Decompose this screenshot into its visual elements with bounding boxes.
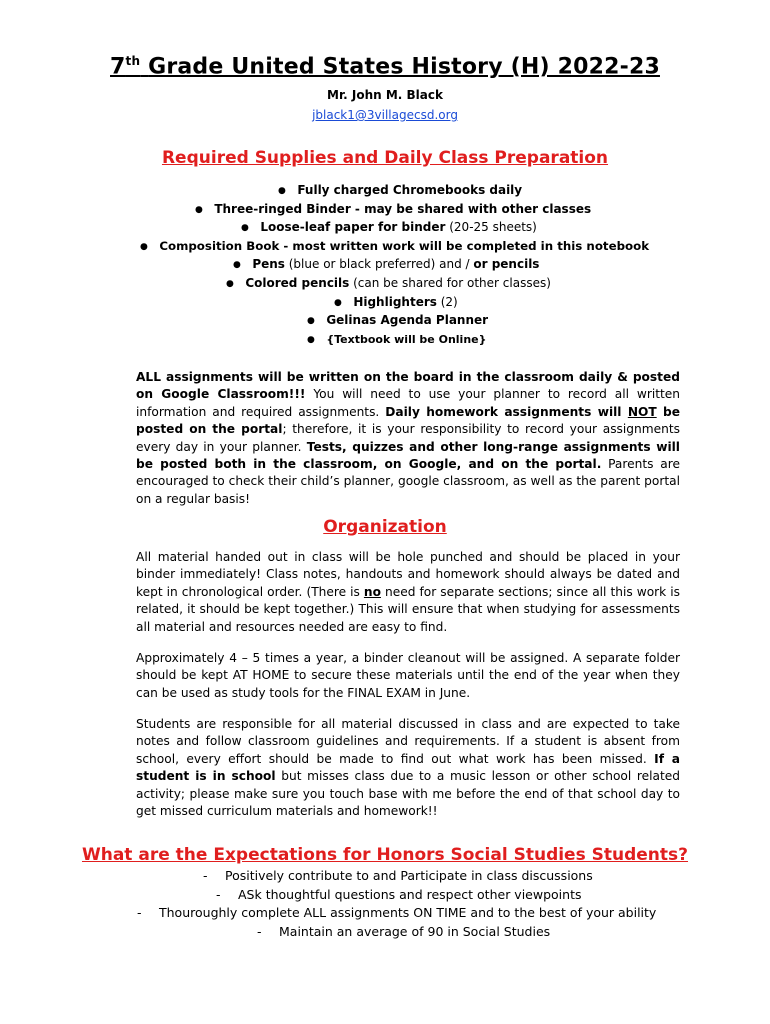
expectations-list [0, 867, 770, 941]
expectation-item: - Positively contribute to and Participate in class discussions [203, 868, 593, 883]
expectations-heading: What are the Expectations for Honors Social Studies Students? [81, 845, 689, 865]
supplies-list [0, 181, 770, 348]
organization-paragraph-1: All material handed out in class will be hole punched and should be placed in your binder immediately! Class notes, handouts and homework should always be dated and kept in chronological order. (There is no need for separate sections; since all this work is related, it should be kept together.) This will ensure that when studying for assessments all material and resources needed are easy to find. [136, 550, 681, 634]
assignments-paragraph: ALL assignments will be written on the board in the classroom daily & posted on Google Classroom!!! You will need to use your planner to record all written information and required assignments. Daily homework assignments will NOT be posted on the portal; therefore, it is your responsibility to record your assignments every day in your planner. Tests, quizzes and other long-range assignments will be posted both in the classroom, on Google, and on the portal. Parents are encouraged to check their child’s planner, google classroom, as well as the parent portal on a regular basis! [136, 370, 681, 506]
supply-item: ● Loose-leaf paper for binder (20-25 sheets) [241, 220, 537, 235]
organization-paragraph-2: Approximately 4 – 5 times a year, a binder cleanout will be assigned. A separate folder should be kept AT HOME to secure these materials until the end of the year when they can be used as study tools for the FINAL EXAM in June. [136, 651, 680, 700]
expectation-item: - Thouroughly complete ALL assignments ON TIME and to the best of your ability [137, 905, 657, 920]
page-title: 7th Grade United States History (H) 2022-23 [110, 54, 660, 80]
teacher-email-link[interactable]: jblack1@3villagecsd.org [312, 108, 458, 122]
organization-paragraph-3: Students are responsible for all material discussed in class and are expected to take notes and follow classroom guidelines and requirements. If a student is absent from school, every effort should be made to find out what work has been missed. If a student is in school but misses class due to a music lesson or other school related activity; please make sure you touch base with me before the end of that school day to get missed curriculum materials and homework!! [136, 717, 680, 819]
supply-item: ● Three-ringed Binder - may be shared with other classes [195, 201, 592, 216]
supply-item: ● Pens (blue or black preferred) and / or pencils [233, 257, 540, 272]
organization-heading: Organization [323, 517, 447, 537]
supplies-heading: Required Supplies and Daily Class Preparation [161, 148, 609, 168]
supply-item: ● Gelinas Agenda Planner [307, 313, 489, 328]
teacher-name: Mr. John M. Black [327, 88, 443, 102]
supply-item: ● Composition Book - most written work will be completed in this notebook [140, 238, 650, 253]
supply-item: ● {Textbook will be Online} [307, 332, 487, 346]
supply-item: ● Colored pencils (can be shared for other classes) [226, 275, 551, 290]
supply-item: ● Fully charged Chromebooks daily [278, 183, 523, 197]
expectation-item: - Maintain an average of 90 in Social Studies [257, 923, 551, 939]
expectation-item: - ASk thoughtful questions and respect other viewpoints [216, 886, 582, 902]
supply-item: ● Highlighters (2) [334, 294, 458, 309]
title-superscript: th [125, 54, 141, 68]
